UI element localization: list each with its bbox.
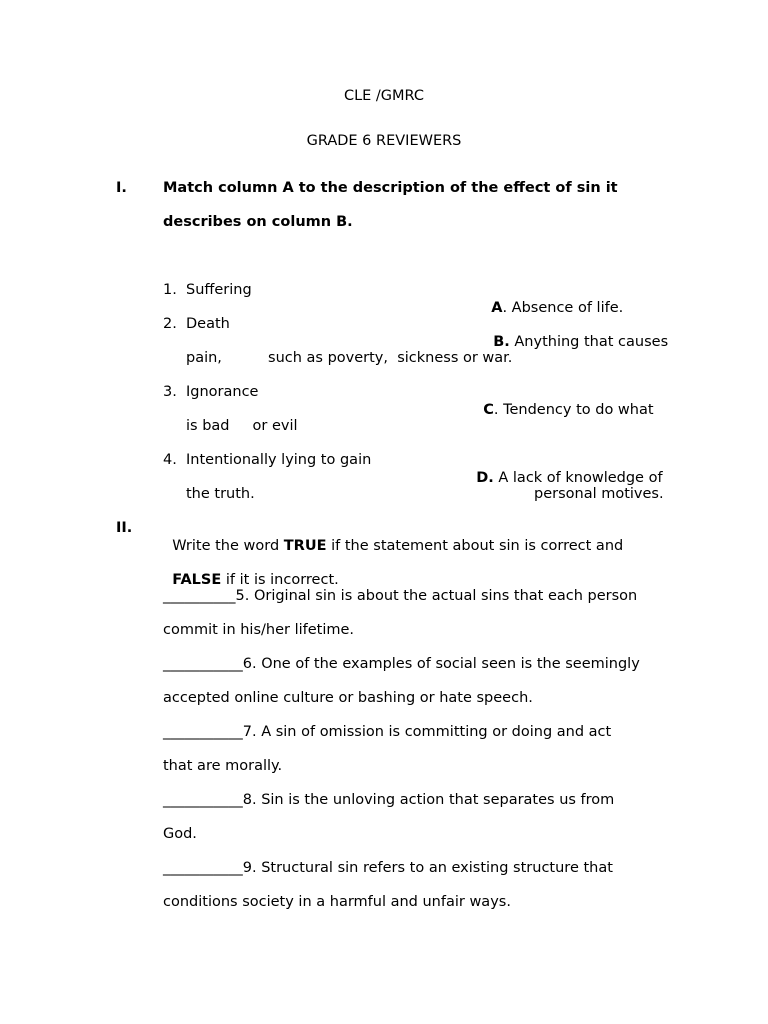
item-number: 1. [163,282,177,298]
column-b-item-b [484,315,668,351]
column-b-letter: A [491,300,503,316]
item-number: 2. [163,316,177,332]
question-5-line2: commit in his/her lifetime. [163,622,355,638]
column-b-text: . Tendency to do what [493,402,654,418]
part2-instruction-line1 [163,519,623,555]
question-6-line1: ___________6. One of the examples of social seen is the seemingly [163,656,640,672]
column-b-letter: D. [476,470,494,486]
column-a-item: Suffering [186,282,252,298]
part1-numeral: I. [116,180,127,196]
column-b-text: A lack of knowledge of [493,470,663,486]
column-b-item-a [482,281,623,317]
part2-numeral: II. [116,520,133,536]
column-b-item-b-cont: pain, such as poverty, sickness or war. [186,350,513,366]
column-b-item-d-cont: personal motives. [534,486,664,502]
column-a-item: Ignorance [186,384,259,400]
question-6-line2: accepted online culture or bashing or hate speech. [163,690,533,706]
column-a-item-cont: the truth. [186,486,255,502]
column-a-item: Death [186,316,230,332]
document-subject: CLE /GMRC [343,88,425,104]
column-b-text: Anything that causes [509,334,669,350]
column-b-letter: B. [493,334,510,350]
true-keyword: TRUE [283,538,327,554]
column-b-item-c-cont: is bad or evil [186,418,298,434]
instruction-text: Write the word [172,538,284,554]
question-7-line2: that are morally. [163,758,283,774]
item-number: 4. [163,452,177,468]
question-8-line1: ___________8. Sin is the unloving action that separates us from [163,792,615,808]
column-b-item-d [467,451,663,487]
part1-instruction-line1: Match column A to the description of the effect of sin it [163,180,618,196]
part1-instruction-line2: describes on column B. [163,214,353,230]
column-a-item: Intentionally lying to gain [186,452,372,468]
column-b-letter: C [483,402,494,418]
false-keyword: FALSE [172,572,222,588]
question-8-line2: God. [163,826,197,842]
question-9-line2: conditions society in a harmful and unfair ways. [163,894,511,910]
instruction-text: if it is incorrect. [221,572,339,588]
question-7-line1: ___________7. A sin of omission is committing or doing and act [163,724,612,740]
column-b-text: . Absence of life. [502,300,624,316]
column-b-item-c [474,383,654,419]
question-5-line1: __________5. Original sin is about the actual sins that each person [163,588,638,604]
question-9-line1: ___________9. Structural sin refers to an existing structure that [163,860,613,876]
item-number: 3. [163,384,177,400]
part2-instruction-line2 [163,553,339,589]
instruction-text: if the statement about sin is correct and [326,538,624,554]
document-title: GRADE 6 REVIEWERS [306,133,462,149]
